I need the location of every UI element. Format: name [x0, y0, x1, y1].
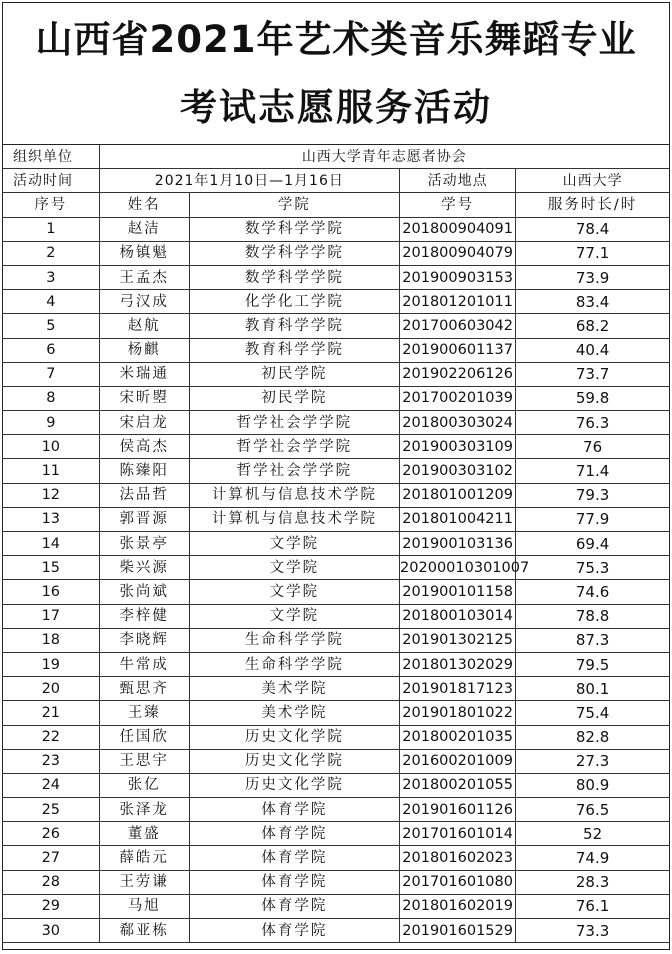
student-name: 王臻 — [99, 701, 189, 725]
student-id: 201900601137 — [400, 338, 516, 362]
table-row — [3, 362, 669, 386]
student-id: 201800904079 — [400, 241, 516, 265]
student-name: 米瑞通 — [99, 362, 189, 386]
service-hours: 59.8 — [516, 386, 669, 410]
student-id: 201801004211 — [400, 507, 516, 531]
table-row — [3, 290, 669, 314]
row-number: 25 — [3, 798, 99, 822]
college-name: 生命科学学院 — [189, 628, 399, 652]
volunteer-table — [3, 145, 669, 943]
service-hours: 87.3 — [516, 628, 669, 652]
student-id: 201901601529 — [400, 919, 516, 943]
student-name: 弓汉成 — [99, 290, 189, 314]
volunteer-record-sheet — [2, 2, 670, 950]
student-id: 201900303102 — [400, 459, 516, 483]
row-number: 2 — [3, 241, 99, 265]
student-name: 宋昕曌 — [99, 386, 189, 410]
student-id: 201901817123 — [400, 677, 516, 701]
table-row — [3, 701, 669, 725]
student-name: 法品哲 — [99, 483, 189, 507]
student-name: 甄思齐 — [99, 677, 189, 701]
college-name: 体育学院 — [189, 846, 399, 870]
student-name: 宋启龙 — [99, 411, 189, 435]
row-number: 24 — [3, 773, 99, 797]
service-hours: 52 — [516, 822, 669, 846]
row-number: 27 — [3, 846, 99, 870]
table-row — [3, 749, 669, 773]
service-hours: 78.8 — [516, 604, 669, 628]
college-name: 历史文化学院 — [189, 749, 399, 773]
row-number: 3 — [3, 265, 99, 289]
col-header-name: 姓名 — [99, 193, 189, 217]
service-hours: 76 — [516, 435, 669, 459]
service-hours: 80.1 — [516, 677, 669, 701]
student-id: 201700603042 — [400, 314, 516, 338]
college-name: 体育学院 — [189, 894, 399, 918]
student-id: 201900303109 — [400, 435, 516, 459]
service-hours: 79.3 — [516, 483, 669, 507]
student-name: 薛皓元 — [99, 846, 189, 870]
college-name: 体育学院 — [189, 822, 399, 846]
service-hours: 83.4 — [516, 290, 669, 314]
row-number: 30 — [3, 919, 99, 943]
table-row — [3, 628, 669, 652]
org-value: 山西大学青年志愿者协会 — [99, 145, 669, 169]
student-id: 201801302029 — [400, 652, 516, 676]
org-label: 组织单位 — [3, 145, 99, 169]
student-id: 20200010301007 — [400, 556, 516, 580]
college-name: 文学院 — [189, 556, 399, 580]
table-row — [3, 435, 669, 459]
student-id: 201900103136 — [400, 532, 516, 556]
row-number: 10 — [3, 435, 99, 459]
student-id: 201800303024 — [400, 411, 516, 435]
student-id: 201800201035 — [400, 725, 516, 749]
student-id: 201801001209 — [400, 483, 516, 507]
place-label: 活动地点 — [400, 169, 516, 193]
service-hours: 78.4 — [516, 217, 669, 241]
college-name: 数学科学学院 — [189, 265, 399, 289]
student-name: 马旭 — [99, 894, 189, 918]
row-number: 19 — [3, 652, 99, 676]
student-name: 任国欣 — [99, 725, 189, 749]
service-hours: 74.6 — [516, 580, 669, 604]
page-subtitle: 考试志愿服务活动 — [180, 86, 492, 129]
row-number: 7 — [3, 362, 99, 386]
college-name: 文学院 — [189, 532, 399, 556]
student-name: 王劳谦 — [99, 870, 189, 894]
student-id: 201801201011 — [400, 290, 516, 314]
service-hours: 75.3 — [516, 556, 669, 580]
college-name: 计算机与信息技术学院 — [189, 483, 399, 507]
row-number: 4 — [3, 290, 99, 314]
page-title: 山西省2021年艺术类音乐舞蹈专业 — [35, 18, 637, 61]
student-name: 李梓健 — [99, 604, 189, 628]
student-id: 201900101158 — [400, 580, 516, 604]
student-name: 牛常成 — [99, 652, 189, 676]
table-row — [3, 459, 669, 483]
table-row — [3, 604, 669, 628]
student-id: 201801602019 — [400, 894, 516, 918]
row-number: 20 — [3, 677, 99, 701]
college-name: 哲学社会学学院 — [189, 459, 399, 483]
row-number: 26 — [3, 822, 99, 846]
table-row — [3, 411, 669, 435]
row-number: 16 — [3, 580, 99, 604]
table-row — [3, 846, 669, 870]
col-header-hours: 服务时长/时 — [516, 193, 669, 217]
service-hours: 76.5 — [516, 798, 669, 822]
college-name: 历史文化学院 — [189, 773, 399, 797]
student-id: 201901601126 — [400, 798, 516, 822]
student-id: 201800904091 — [400, 217, 516, 241]
row-number: 8 — [3, 386, 99, 410]
college-name: 计算机与信息技术学院 — [189, 507, 399, 531]
student-id: 201800201055 — [400, 773, 516, 797]
column-header-row — [3, 193, 669, 217]
student-id: 201901801022 — [400, 701, 516, 725]
college-name: 历史文化学院 — [189, 725, 399, 749]
title-block — [3, 3, 669, 145]
college-name: 教育科学学院 — [189, 338, 399, 362]
college-name: 化学化工学院 — [189, 290, 399, 314]
time-label: 活动时间 — [3, 169, 99, 193]
student-name: 王思宇 — [99, 749, 189, 773]
row-number: 21 — [3, 701, 99, 725]
table-row — [3, 314, 669, 338]
student-name: 董盛 — [99, 822, 189, 846]
time-place-row — [3, 169, 669, 193]
row-number: 13 — [3, 507, 99, 531]
service-hours: 80.9 — [516, 773, 669, 797]
table-row — [3, 338, 669, 362]
student-name: 柴兴源 — [99, 556, 189, 580]
student-name: 王孟杰 — [99, 265, 189, 289]
student-name: 郗亚栋 — [99, 919, 189, 943]
time-value: 2021年1月10日—1月16日 — [99, 169, 399, 193]
table-row — [3, 773, 669, 797]
row-number: 9 — [3, 411, 99, 435]
service-hours: 82.8 — [516, 725, 669, 749]
row-number: 5 — [3, 314, 99, 338]
college-name: 哲学社会学学院 — [189, 411, 399, 435]
table-row — [3, 798, 669, 822]
table-row — [3, 532, 669, 556]
student-id: 201600201009 — [400, 749, 516, 773]
student-name: 郭晋源 — [99, 507, 189, 531]
college-name: 体育学院 — [189, 798, 399, 822]
table-row — [3, 556, 669, 580]
service-hours: 73.7 — [516, 362, 669, 386]
student-name: 张尚斌 — [99, 580, 189, 604]
service-hours: 73.3 — [516, 919, 669, 943]
student-id: 201901302125 — [400, 628, 516, 652]
student-id: 201900903153 — [400, 265, 516, 289]
row-number: 14 — [3, 532, 99, 556]
student-name: 张景亭 — [99, 532, 189, 556]
row-number: 17 — [3, 604, 99, 628]
table-row — [3, 217, 669, 241]
college-name: 数学科学学院 — [189, 217, 399, 241]
college-name: 美术学院 — [189, 677, 399, 701]
table-row — [3, 241, 669, 265]
service-hours: 76.3 — [516, 411, 669, 435]
table-row — [3, 580, 669, 604]
service-hours: 77.1 — [516, 241, 669, 265]
student-id: 201801602023 — [400, 846, 516, 870]
table-row — [3, 822, 669, 846]
college-name: 文学院 — [189, 604, 399, 628]
college-name: 教育科学学院 — [189, 314, 399, 338]
row-number: 11 — [3, 459, 99, 483]
service-hours: 77.9 — [516, 507, 669, 531]
student-id: 201800103014 — [400, 604, 516, 628]
student-id: 201701601014 — [400, 822, 516, 846]
college-name: 文学院 — [189, 580, 399, 604]
service-hours: 71.4 — [516, 459, 669, 483]
service-hours: 27.3 — [516, 749, 669, 773]
table-row — [3, 894, 669, 918]
table-row — [3, 725, 669, 749]
row-number: 23 — [3, 749, 99, 773]
student-name: 张亿 — [99, 773, 189, 797]
row-number: 29 — [3, 894, 99, 918]
col-header-college: 学院 — [189, 193, 399, 217]
service-hours: 68.2 — [516, 314, 669, 338]
service-hours: 74.9 — [516, 846, 669, 870]
table-row — [3, 919, 669, 943]
college-name: 体育学院 — [189, 870, 399, 894]
college-name: 数学科学学院 — [189, 241, 399, 265]
student-id: 201902206126 — [400, 362, 516, 386]
row-number: 18 — [3, 628, 99, 652]
row-number: 12 — [3, 483, 99, 507]
college-name: 生命科学学院 — [189, 652, 399, 676]
table-row — [3, 870, 669, 894]
col-header-no: 序号 — [3, 193, 99, 217]
college-name: 体育学院 — [189, 919, 399, 943]
student-name: 陈臻阳 — [99, 459, 189, 483]
table-row — [3, 386, 669, 410]
row-number: 1 — [3, 217, 99, 241]
col-header-id: 学号 — [400, 193, 516, 217]
service-hours: 69.4 — [516, 532, 669, 556]
table-row — [3, 652, 669, 676]
student-name: 赵洁 — [99, 217, 189, 241]
row-number: 15 — [3, 556, 99, 580]
table-row — [3, 483, 669, 507]
service-hours: 76.1 — [516, 894, 669, 918]
table-row — [3, 507, 669, 531]
service-hours: 79.5 — [516, 652, 669, 676]
row-number: 28 — [3, 870, 99, 894]
table-row — [3, 677, 669, 701]
row-number: 22 — [3, 725, 99, 749]
place-value: 山西大学 — [516, 169, 669, 193]
student-name: 杨镇魁 — [99, 241, 189, 265]
org-row — [3, 145, 669, 169]
service-hours: 75.4 — [516, 701, 669, 725]
college-name: 初民学院 — [189, 386, 399, 410]
college-name: 哲学社会学学院 — [189, 435, 399, 459]
college-name: 初民学院 — [189, 362, 399, 386]
student-name: 赵航 — [99, 314, 189, 338]
service-hours: 28.3 — [516, 870, 669, 894]
service-hours: 40.4 — [516, 338, 669, 362]
student-id: 201701601080 — [400, 870, 516, 894]
table-row — [3, 265, 669, 289]
row-number: 6 — [3, 338, 99, 362]
college-name: 美术学院 — [189, 701, 399, 725]
student-name: 张泽龙 — [99, 798, 189, 822]
student-name: 侯高杰 — [99, 435, 189, 459]
service-hours: 73.9 — [516, 265, 669, 289]
student-id: 201700201039 — [400, 386, 516, 410]
student-name: 杨麒 — [99, 338, 189, 362]
student-name: 李晓辉 — [99, 628, 189, 652]
